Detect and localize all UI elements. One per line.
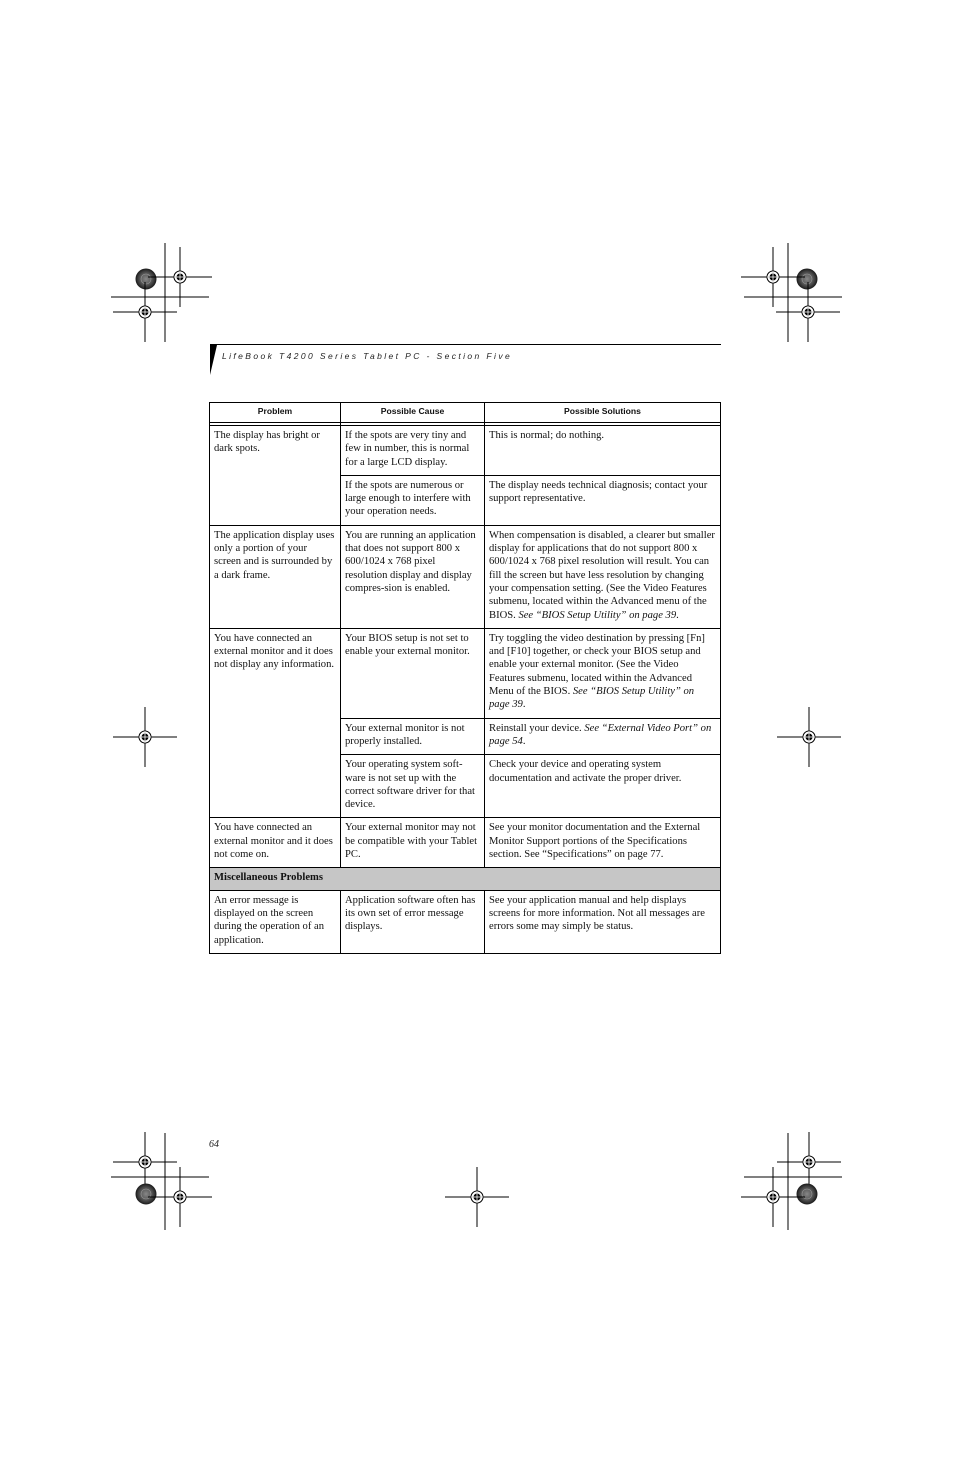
table-row [210, 525, 721, 628]
table-row [210, 818, 721, 868]
cause-cell: Your operating system soft-ware is not set up with the correct software driver for that device. [341, 755, 485, 818]
problem-cell: You have connected an external monitor and it does not come on. [210, 818, 341, 868]
solution-cell [485, 718, 721, 755]
problem-cell: An error message is displayed on the screen during the operation of an application. [210, 890, 341, 953]
cause-cell: If the spots are numerous or large enough to interfere with your operation needs. [341, 475, 485, 525]
table-row [210, 890, 721, 953]
table-header-row [210, 403, 721, 423]
solution-cell: The display needs technical diagnosis; contact your support representative. [485, 475, 721, 525]
solution-cross-reference: See “BIOS Setup Utility” on page 39 [489, 686, 695, 711]
problem-cell: The application display uses only a portion of your screen and is surrounded by a dark frame. [210, 525, 341, 628]
cause-cell: Your external monitor may not be compatible with your Tablet PC. [341, 818, 485, 868]
column-header-solutions: Possible Solutions [485, 403, 721, 423]
solution-cell: See your monitor documentation and the External Monitor Support portions of the Specifications section. See “Specifications” on page 77. [485, 818, 721, 868]
solution-cross-reference: See “External Video Port” on page 54 [489, 722, 712, 747]
solution-text: Try toggling the video destination by pressing [Fn] and [F10] together, or check your BIOS setup and enable your external monitor. (See the Video Features submenu, located within the Advanced Menu of the BIOS. [489, 632, 705, 698]
table-row [210, 426, 721, 476]
solution-text: When compensation is disabled, a clearer but smaller display for applications that do not support 800 x 600/1024 x 768 pixel resolution will result. You can fill the screen but have less resolution by changing your compensation setting. (See the Video Features submenu, located within the Advanced menu of the BIOS. [489, 529, 715, 621]
cause-cell: Your external monitor is not properly installed. [341, 718, 485, 755]
solution-text: Reinstall your device. [489, 722, 585, 734]
solution-cell: This is normal; do nothing. [485, 426, 721, 476]
section-row-miscellaneous [210, 868, 721, 890]
column-header-cause: Possible Cause [341, 403, 485, 423]
problem-cell: The display has bright or dark spots. [210, 426, 341, 526]
solution-text-end: . [522, 735, 526, 747]
running-header [210, 344, 721, 375]
solution-cell: Check your device and operating system documentation and activate the proper driver. [485, 755, 721, 818]
running-title: LifeBook T4200 Series Tablet PC - Section Five [222, 351, 513, 361]
cause-cell: If the spots are very tiny and few in number, this is normal for a large LCD display. [341, 426, 485, 476]
troubleshooting-table [209, 402, 721, 954]
header-triangle-icon [210, 345, 217, 375]
problem-cell: You have connected an external monitor and it does not display any information. [210, 628, 341, 818]
solution-cross-reference: See “BIOS Setup Utility” on page 39 [518, 609, 677, 621]
section-title: Miscellaneous Problems [210, 868, 721, 890]
solution-cell [485, 628, 721, 718]
solution-cell: See your application manual and help displays screens for more information. Not all messages are errors some may simply be status. [485, 890, 721, 953]
column-header-problem: Problem [210, 403, 341, 423]
cause-cell: You are running an application that does not support 800 x 600/1024 x 768 pixel resolution display and display compres-sion is enabled. [341, 525, 485, 628]
solution-text-end: . [676, 609, 679, 621]
solution-cell [485, 525, 721, 628]
page-number: 64 [209, 1139, 219, 1150]
cause-cell: Application software often has its own set of error message displays. [341, 890, 485, 953]
table-row [210, 628, 721, 718]
cause-cell: Your BIOS setup is not set to enable your external monitor. [341, 628, 485, 718]
solution-text-end: . [522, 699, 526, 711]
